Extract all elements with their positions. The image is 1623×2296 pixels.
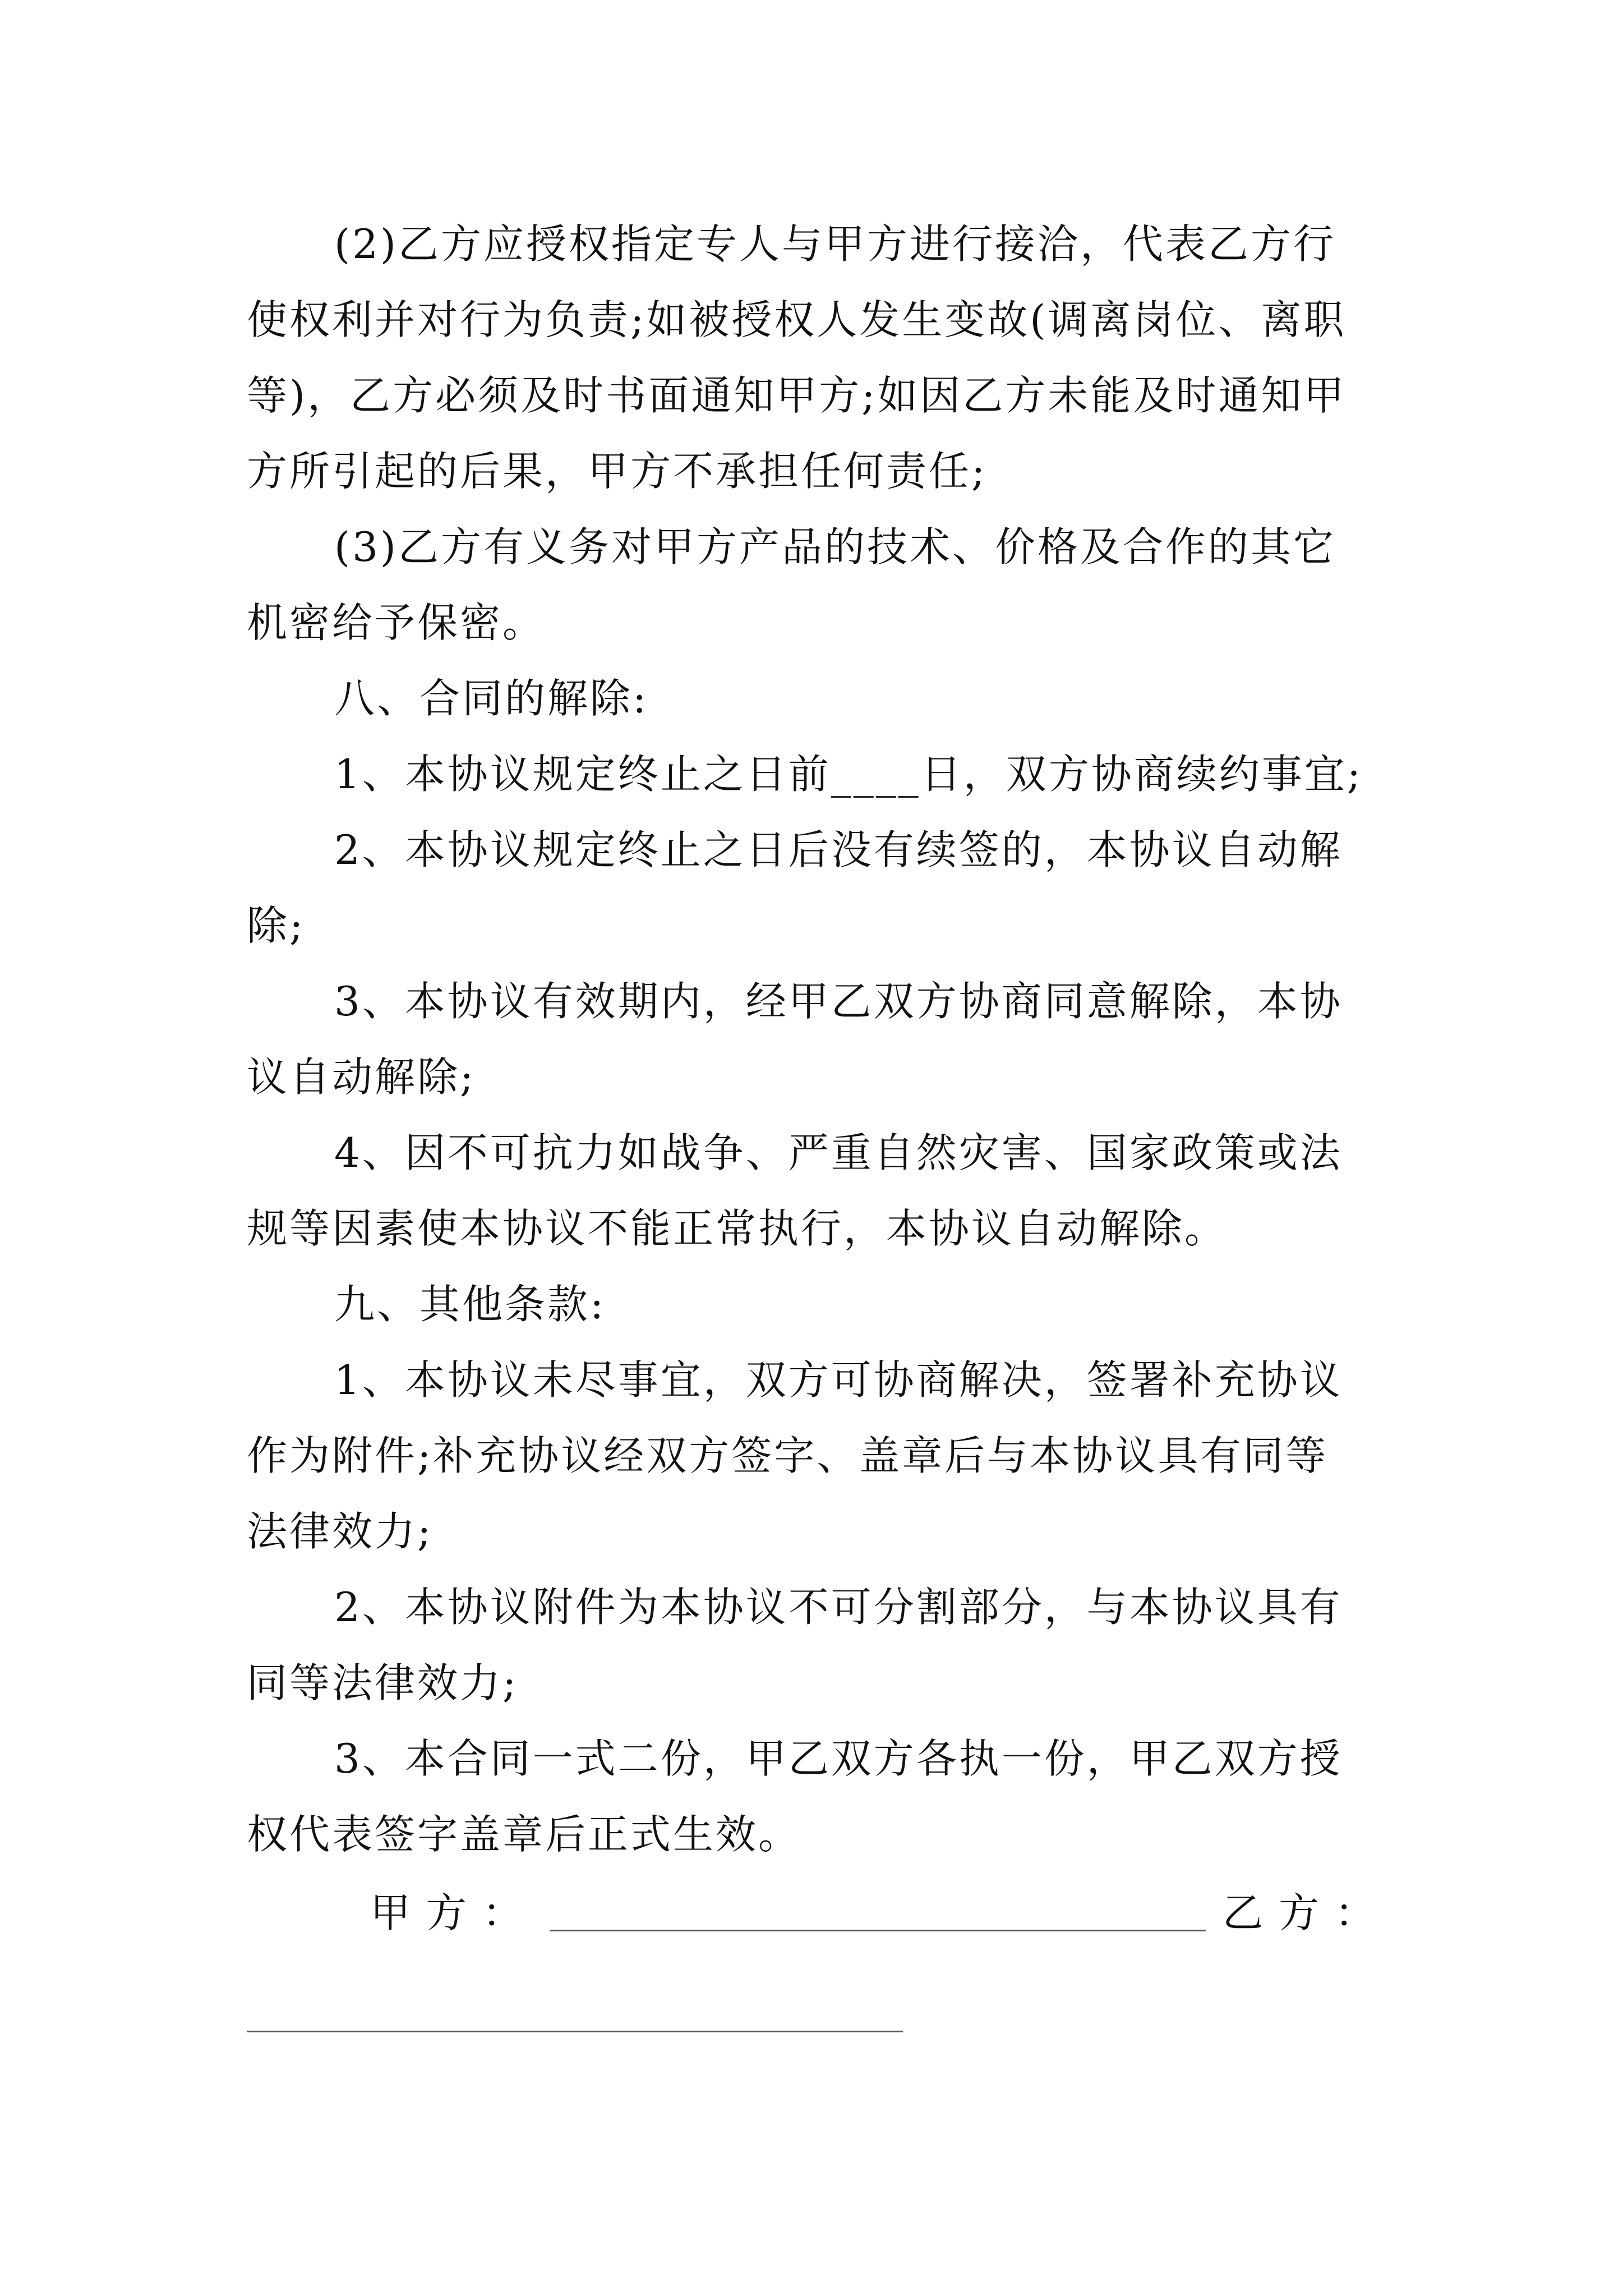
paragraph-line: 3、本协议有效期内，经甲乙双方协商同意解除，本协 — [334, 978, 1343, 1025]
party-a-signature-line — [550, 1930, 1206, 1931]
paragraph-line: 机密给予保密。 — [247, 599, 546, 646]
paragraph-line: 作为附件;补充协议经双方签字、盖章后与本协议具有同等 — [247, 1432, 1329, 1479]
section-heading: 九、其他条款: — [334, 1281, 606, 1328]
paragraph-line: 议自动解除; — [247, 1053, 476, 1101]
paragraph-line: 规等因素使本协议不能正常执行，本协议自动解除。 — [247, 1205, 1228, 1252]
paragraph-line: 2、本协议规定终止之日后没有续签的，本协议自动解 — [334, 826, 1343, 873]
party-b-label: 乙方： — [1223, 1889, 1391, 1936]
paragraph-line: 使权利并对行为负责;如被授权人发生变故(调离岗位、离职 — [247, 296, 1347, 343]
paragraph-line: 除; — [247, 902, 306, 949]
paragraph-line: 方所引起的后果，甲方不承担任何责任; — [247, 448, 988, 495]
signature-row — [370, 1885, 1391, 1947]
paragraph-line: 1、本协议未尽事宜，双方可协商解决，签署补充协议 — [334, 1356, 1343, 1404]
party-a-label: 甲方： — [370, 1889, 539, 1936]
paragraph-line: 4、因不可抗力如战争、严重自然灾害、国家政策或法 — [334, 1129, 1343, 1176]
paragraph-line: 同等法律效力; — [247, 1659, 519, 1706]
section-heading: 八、合同的解除: — [334, 675, 649, 722]
paragraph-line: (3)乙方有义务对甲方产品的技术、价格及合作的其它 — [334, 523, 1336, 570]
paragraph-line: 2、本协议附件为本协议不可分割部分，与本协议具有 — [334, 1584, 1343, 1631]
paragraph-line: 3、本合同一式二份，甲乙双方各执一份，甲乙双方授 — [334, 1735, 1343, 1782]
paragraph-line: 权代表签字盖章后正式生效。 — [247, 1811, 801, 1858]
paragraph-line: 等)，乙方必须及时书面通知甲方;如因乙方未能及时通知甲 — [247, 372, 1347, 419]
paragraph-line: 法律效力; — [247, 1508, 434, 1555]
paragraph-line: 1、本协议规定终止之日前____日，双方协商续约事宜; — [334, 751, 1363, 798]
party-b-signature-line — [247, 2031, 903, 2032]
paragraph-line: (2)乙方应授权指定专人与甲方进行接洽，代表乙方行 — [334, 220, 1336, 268]
